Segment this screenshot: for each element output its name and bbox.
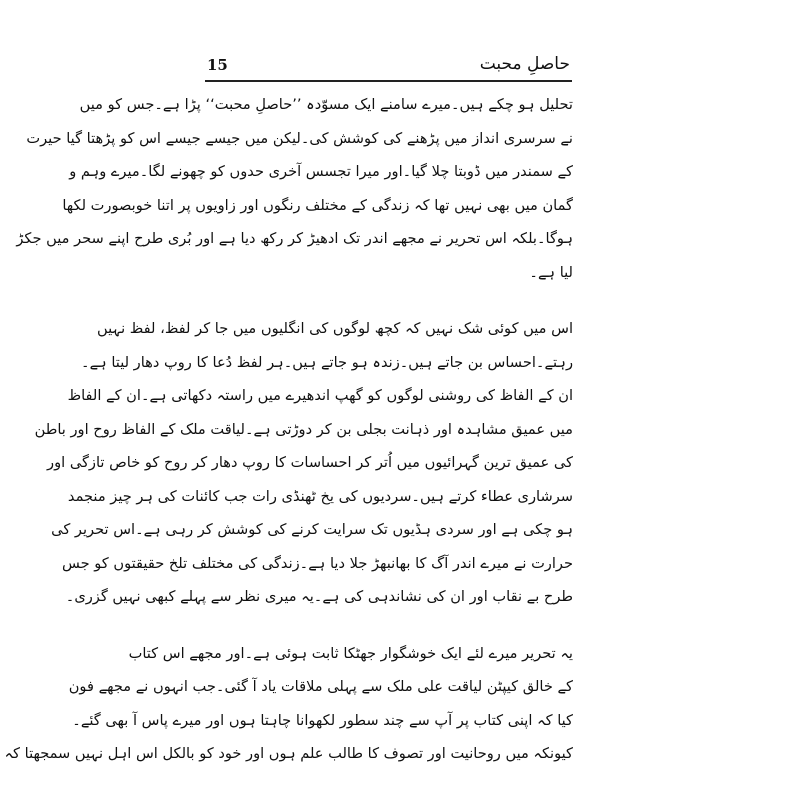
text-line: کے سمندر میں ڈوبتا چلا گیا۔اور میرا تجسس آخری حدوں کو چھونے لگا۔میرے وہم و bbox=[69, 163, 573, 180]
text-line: تحلیل ہو چکے ہیں۔میرے سامنے ایک مسوّدہ ’’حاصلِ محبت‘‘ پڑا ہے۔جس کو میں bbox=[79, 96, 573, 113]
text-line: رہتے۔احساس بن جاتے ہیں۔زندہ ہو جاتے ہیں۔ہر لفظ دُعا کا روپ دھار لیتا ہے۔ bbox=[81, 353, 573, 371]
paragraph bbox=[16, 88, 573, 289]
text-line: حرارت نے میرے اندر آگ کا بھانبھڑ جلا دیا ہے۔زندگی کی مختلف تلخ حقیقتوں کو جس bbox=[62, 554, 573, 572]
text-line: کے خالق کیپٹن لیاقت علی ملک سے پہلی ملاقات یاد آ گئی۔جب انہوں نے مجھے فون bbox=[68, 678, 573, 695]
text-line: گمان میں بھی نہیں تھا کہ زندگی کے مختلف رنگوں اور زاویوں پر اتنا خوبصورت لکھا bbox=[62, 196, 573, 214]
page-number: 15 bbox=[207, 56, 228, 74]
text-line: نے سرسری انداز میں پڑھنے کی کوشش کی۔لیکن میں جیسے جیسے اس کو پڑھتا گیا حیرت bbox=[26, 129, 573, 147]
text-line: لیا ہے۔ bbox=[529, 263, 573, 281]
text-line: طرح بے نقاب اور ان کی نشاندہی کی ہے۔یہ میری نظر سے پہلے کبھی نہیں گزری۔ bbox=[65, 588, 573, 605]
text-line: اس میں کوئی شک نہیں کہ کچھ لوگوں کی انگلیوں میں جا کر لفظ، لفظ نہیں bbox=[97, 320, 573, 337]
paragraph bbox=[34, 312, 573, 614]
text-line: ہو چکی ہے اور سردی ہڈیوں تک سرایت کرنے کی کوشش کر رہی ہے۔اس تحریر کی bbox=[51, 521, 573, 538]
running-title: حاصلِ محبت bbox=[479, 54, 570, 74]
text-line: سرشاری عطاء کرتے ہیں۔سردیوں کی یخ ٹھنڈی رات جب کائنات کی ہر چیز منجمد bbox=[67, 487, 573, 505]
text-line: کی عمیق ترین گہرائیوں میں اُتر کر احساسات کا روپ دھار کر روح کو خاص تازگی اور bbox=[47, 454, 573, 471]
text-line: ہوگا۔بلکہ اس تحریر نے مجھے اندر تک ادھیڑ کر رکھ دیا ہے اور بُری طرح اپنے سحر میں جکڑ bbox=[16, 230, 573, 247]
text-line: کیا کہ اپنی کتاب پر آپ سے چند سطور لکھوانا چاہتا ہوں اور میرے پاس آ بھی گئے۔ bbox=[72, 711, 573, 729]
page-header bbox=[205, 46, 572, 82]
text-line: ان کے الفاظ کی روشنی لوگوں کو گھپ اندھیرے میں راستہ دکھاتی ہے۔ان کے الفاظ bbox=[67, 387, 573, 404]
text-line: میں عمیق مشاہدہ اور ذہانت بجلی بن کر دوڑتی ہے۔لیاقت ملک کے الفاظ روح اور باطن bbox=[34, 420, 573, 438]
body-text bbox=[4, 88, 573, 794]
paragraph bbox=[4, 637, 573, 771]
text-line: یہ تحریر میرے لئے ایک خوشگوار جھٹکا ثابت ہوئی ہے۔اور مجھے اس کتاب bbox=[128, 644, 573, 662]
text-line: کیونکہ میں روحانیت اور تصوف کا طالب علم ہوں اور خود کو بالکل اس اہل نہیں سمجھتا کہ bbox=[4, 745, 573, 762]
